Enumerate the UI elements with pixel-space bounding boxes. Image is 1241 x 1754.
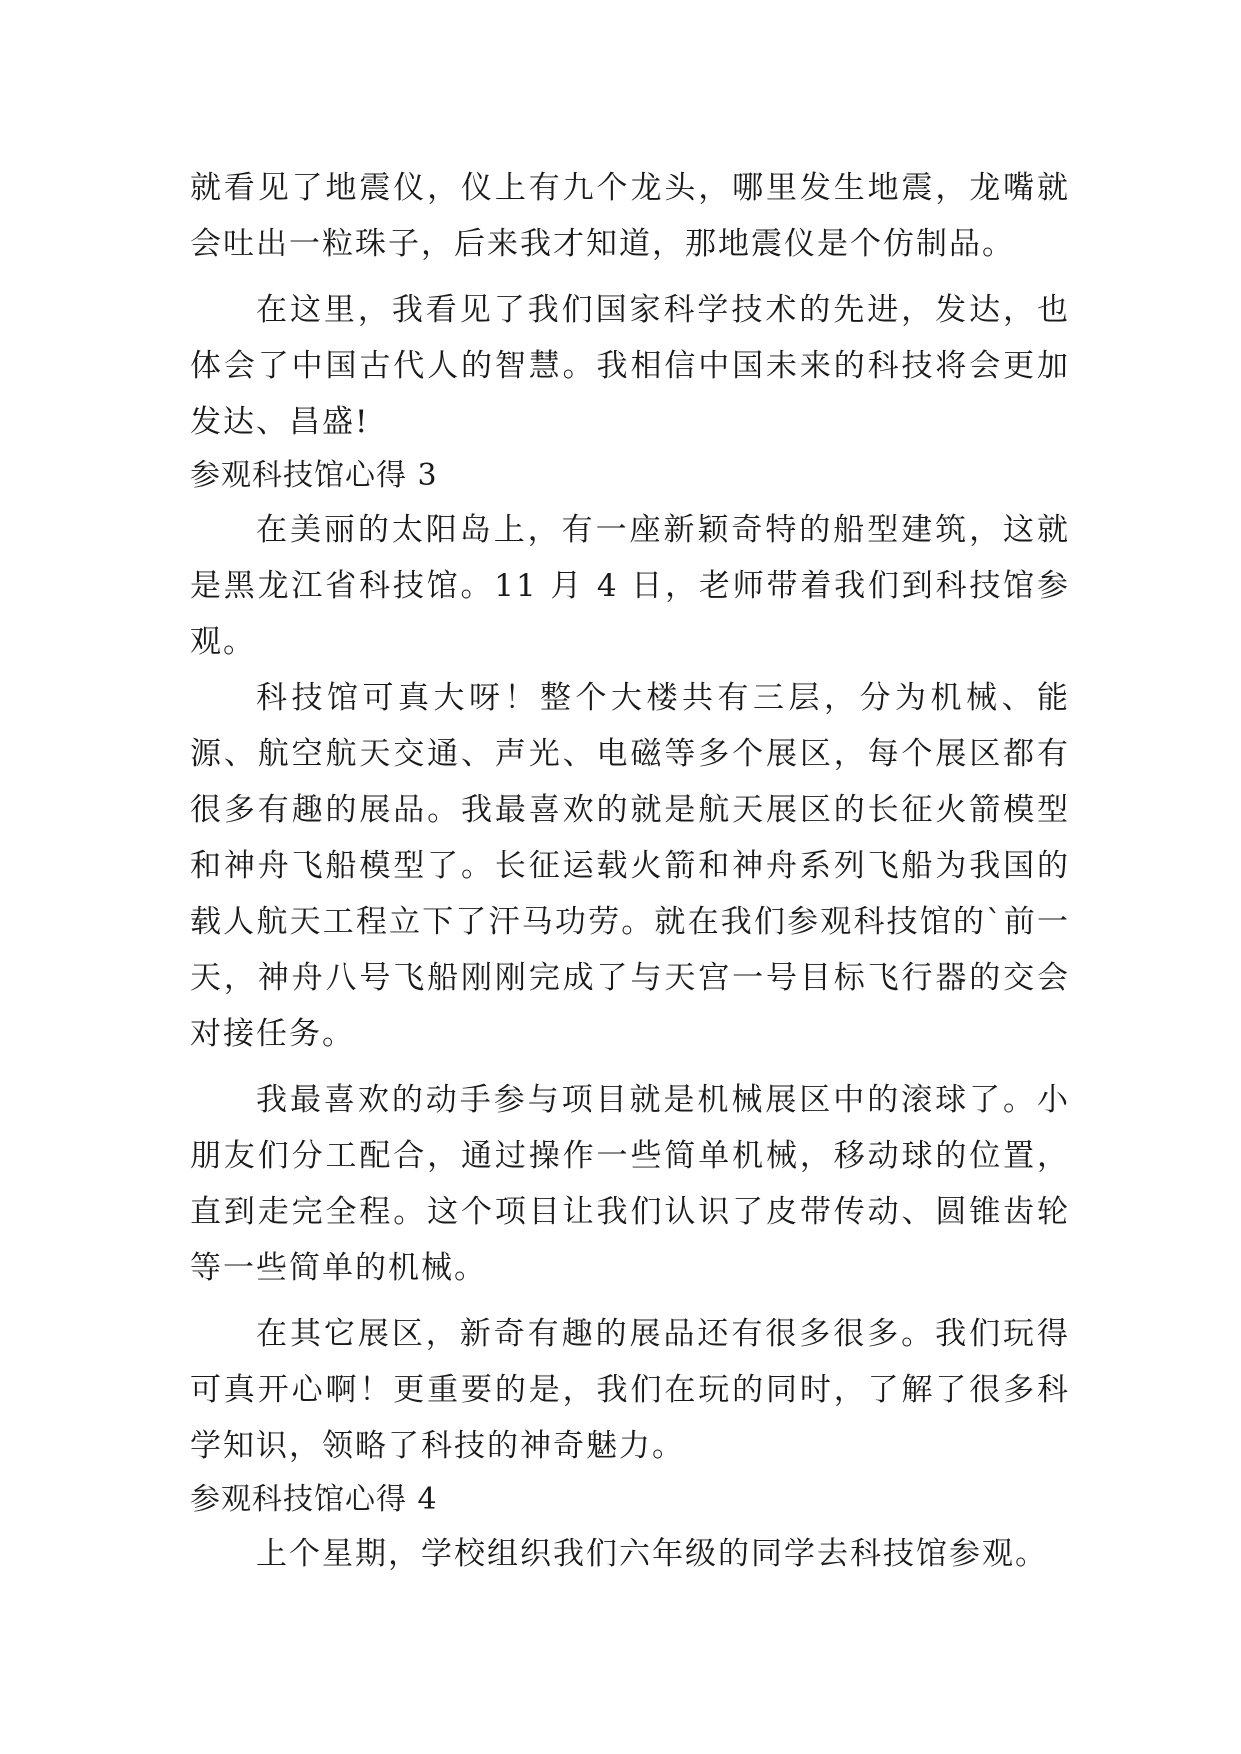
paragraph: 科技馆可真大呀！整个大楼共有三层，分为机械、能源、航空航天交通、声光、电磁等多个展区，每个展区都有很多有趣的展品。我最喜欢的就是航天展区的长征火箭模型和神舟飞船模型了。长征运载火箭和神舟系列飞船为我国的载人航天工程立下了汗马功劳。就在我们参观科技馆的`前一天，神舟八号飞船刚刚完成了与天宫一号目标飞行器的交会对接任务。 [190, 680, 1070, 1052]
section-heading: 参观科技馆心得 3 [190, 458, 438, 493]
paragraph: 我最喜欢的动手参与项目就是机械展区中的滚球了。小朋友们分工配合，通过操作一些简单机械，移动球的位置，直到走完全程。这个项目让我们认识了皮带传动、圆锥齿轮等一些简单的机械。 [190, 1082, 1070, 1286]
document-body [190, 160, 1070, 1582]
paragraph: 在这里，我看见了我们国家科学技术的先进，发达，也体会了中国古代人的智慧。我相信中国未来的科技将会更加发达、昌盛! [190, 292, 1070, 440]
paragraph: 就看见了地震仪，仪上有九个龙头，哪里发生地震，龙嘴就会吐出一粒珠子，后来我才知道，那地震仪是个仿制品。 [190, 170, 1070, 262]
paragraph: 上个星期，学校组织我们六年级的同学去科技馆参观。 [256, 1536, 1048, 1572]
paragraph: 在美丽的太阳岛上，有一座新颖奇特的船型建筑，这就是黑龙江省科技馆。11 月 4 日，老师带着我们到科技馆参观。 [190, 512, 1070, 660]
section-heading: 参观科技馆心得 4 [190, 1482, 438, 1517]
paragraph: 在其它展区，新奇有趣的展品还有很多很多。我们玩得可真开心啊！更重要的是，我们在玩的同时，了解了很多科学知识，领略了科技的神奇魅力。 [190, 1316, 1070, 1464]
